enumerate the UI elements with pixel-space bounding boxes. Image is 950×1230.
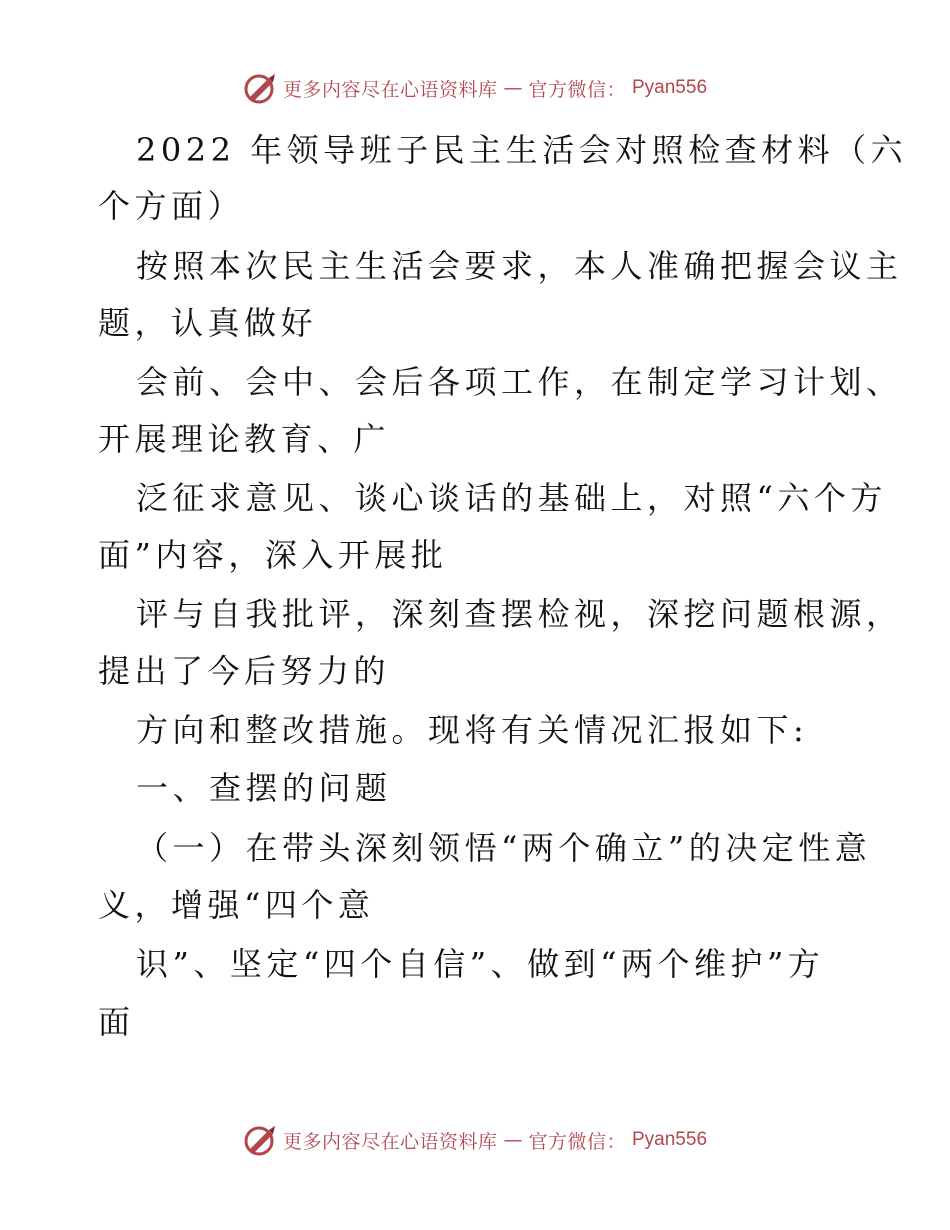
doc-paragraph-line: 面”内容，深入开展批	[98, 536, 448, 574]
watermark-dash: —	[503, 1129, 523, 1151]
footer-watermark	[0, 1124, 950, 1156]
doc-paragraph-line: 按照本次民主生活会要求，本人准确把握会议主	[136, 247, 903, 285]
doc-paragraph-line: 评与自我批评，深刻查摆检视，深挖问题根源，	[136, 595, 903, 633]
watermark-suffix: 官方微信：	[528, 1130, 626, 1153]
doc-paragraph-line: 方向和整改措施。现将有关情况汇报如下:	[136, 711, 809, 749]
doc-paragraph-line: 面	[98, 1003, 135, 1041]
watermark-dash: —	[503, 77, 523, 99]
doc-paragraph-line: 泛征求意见、谈心谈话的基础上，对照“六个方	[136, 479, 887, 517]
watermark-suffix: 官方微信：	[528, 78, 626, 101]
doc-paragraph-line: 会前、会中、会后各项工作，在制定学习计划、	[136, 363, 903, 401]
header-watermark	[0, 72, 950, 104]
doc-paragraph-line: 识”、坚定“四个自信”、做到“两个维护”方	[136, 945, 825, 983]
doc-title-line-1: 2022 年领导班子民主生活会对照检查材料（六	[136, 131, 908, 169]
brand-logo-icon	[243, 72, 277, 104]
watermark-text: 更多内容尽在心语资料库	[282, 1130, 498, 1153]
doc-paragraph-line: 提出了今后努力的	[98, 652, 391, 690]
doc-section-heading: 一、查摆的问题	[136, 769, 392, 807]
doc-title-line-2: 个方面）	[98, 187, 245, 225]
watermark-id: Pyan556	[632, 77, 708, 98]
watermark-id: Pyan556	[632, 1129, 708, 1150]
doc-paragraph-line: 义，增强“四个意	[98, 886, 375, 924]
watermark-text: 更多内容尽在心语资料库	[282, 78, 498, 101]
doc-paragraph-line: 题，认真做好	[98, 304, 318, 342]
doc-subsection-heading: （一）在带头深刻领悟“两个确立”的决定性意	[136, 829, 872, 867]
brand-logo-icon	[243, 1124, 277, 1156]
doc-paragraph-line: 开展理论教育、广	[98, 420, 391, 458]
